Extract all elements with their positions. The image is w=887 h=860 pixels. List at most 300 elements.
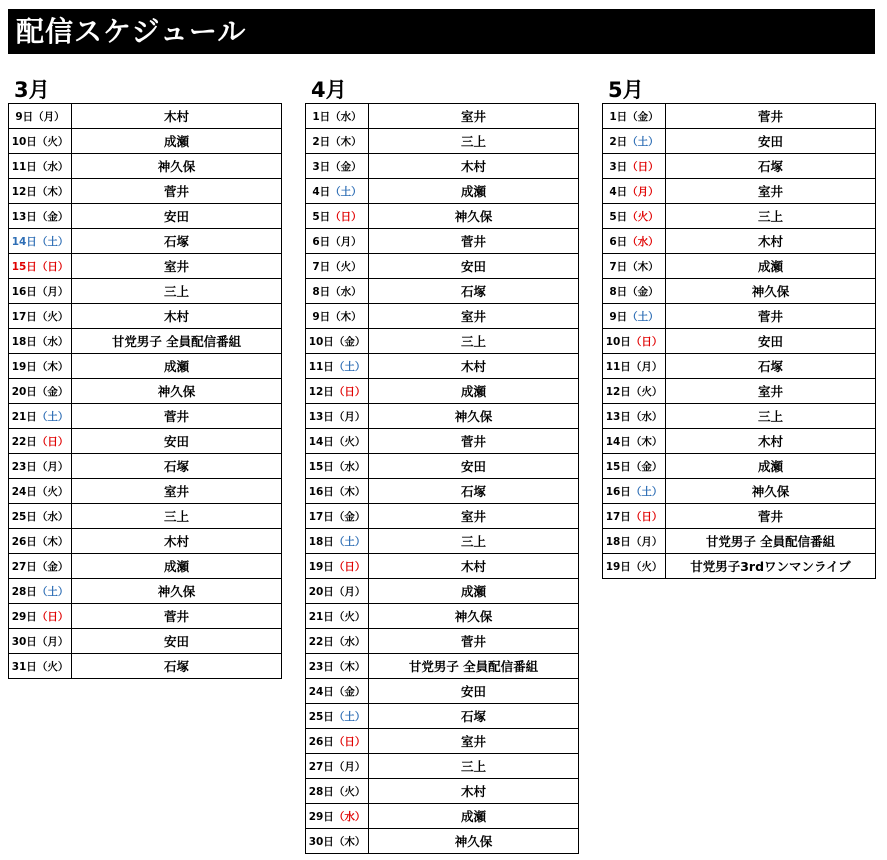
weekday: （月） xyxy=(627,185,659,198)
streamer-name: 安田 xyxy=(369,254,579,279)
day-number: 29日 xyxy=(11,610,37,623)
schedule-row xyxy=(306,179,579,204)
date-cell xyxy=(9,404,72,429)
streamer-name: 木村 xyxy=(72,104,282,129)
day-number: 25日 xyxy=(11,510,37,523)
schedule-row xyxy=(306,429,579,454)
schedule-row xyxy=(9,554,282,579)
weekday: （土） xyxy=(333,710,366,723)
day-number: 24日 xyxy=(308,685,334,698)
weekday: （水） xyxy=(36,510,69,523)
weekday-char: 金 xyxy=(637,285,649,298)
weekday: （土） xyxy=(36,235,69,248)
streamer-name: 三上 xyxy=(369,754,579,779)
weekday-char: 金 xyxy=(47,560,58,573)
date-cell xyxy=(603,179,666,204)
schedule-row xyxy=(9,379,282,404)
date-cell xyxy=(306,629,369,654)
weekday: （土） xyxy=(36,410,69,423)
weekday: （日） xyxy=(330,210,362,223)
schedule-row xyxy=(9,154,282,179)
schedule-row xyxy=(603,529,876,554)
month-label: 4月 xyxy=(311,78,347,102)
day-number: 13日 xyxy=(605,410,631,423)
weekday: （木） xyxy=(36,185,69,198)
date-cell xyxy=(306,279,369,304)
weekday: （水） xyxy=(627,235,659,248)
schedule-row xyxy=(306,654,579,679)
weekday: （木） xyxy=(627,260,659,273)
streamer-name: 神久保 xyxy=(369,404,579,429)
day-number: 13日 xyxy=(308,410,334,423)
weekday: （火） xyxy=(36,310,69,323)
schedule-row xyxy=(9,279,282,304)
schedule-row xyxy=(9,604,282,629)
schedule-row xyxy=(603,104,876,129)
streamer-name: 石塚 xyxy=(72,654,282,679)
page-title: 配信スケジュール xyxy=(8,9,875,54)
streamer-name: 石塚 xyxy=(72,454,282,479)
schedule-row xyxy=(603,479,876,504)
schedule-row xyxy=(9,654,282,679)
schedule-row xyxy=(306,679,579,704)
date-cell xyxy=(9,129,72,154)
weekday-char: 木 xyxy=(344,660,355,673)
schedule-row xyxy=(9,479,282,504)
weekday: （日） xyxy=(627,160,659,173)
weekday: （火） xyxy=(36,135,69,148)
weekday-char: 土 xyxy=(344,535,355,548)
streamer-name: 三上 xyxy=(666,204,876,229)
streamer-name: 成瀬 xyxy=(666,454,876,479)
weekday-char: 水 xyxy=(641,410,652,423)
date-cell xyxy=(9,579,72,604)
weekday-char: 金 xyxy=(344,510,355,523)
date-cell xyxy=(306,729,369,754)
date-cell xyxy=(9,229,72,254)
streamer-name: 木村 xyxy=(369,554,579,579)
weekday: （火） xyxy=(36,660,69,673)
streamer-name: 甘党男子 全員配信番組 xyxy=(666,529,876,554)
weekday-char: 金 xyxy=(340,160,352,173)
schedule-row xyxy=(306,354,579,379)
weekday-char: 火 xyxy=(641,385,652,398)
weekday: （土） xyxy=(627,135,659,148)
day-number: 16日 xyxy=(11,285,37,298)
weekday-char: 土 xyxy=(344,710,355,723)
streamer-name: 室井 xyxy=(369,104,579,129)
streamer-name: 安田 xyxy=(666,129,876,154)
weekday-char: 木 xyxy=(47,360,58,373)
day-number: 28日 xyxy=(11,585,37,598)
schedule-row xyxy=(306,379,579,404)
day-number: 31日 xyxy=(11,660,37,673)
day-number: 16日 xyxy=(605,485,631,498)
weekday-char: 土 xyxy=(637,135,649,148)
day-number: 4日 xyxy=(312,185,331,198)
schedule-row xyxy=(306,404,579,429)
day-number: 1日 xyxy=(609,110,628,123)
weekday: （金） xyxy=(627,110,659,123)
streamer-name: 菅井 xyxy=(666,504,876,529)
weekday: （土） xyxy=(333,360,366,373)
schedule-row xyxy=(9,629,282,654)
weekday: （月） xyxy=(630,535,663,548)
schedule-row xyxy=(603,254,876,279)
streamer-name: 菅井 xyxy=(666,104,876,129)
month-column xyxy=(602,78,876,579)
date-cell xyxy=(306,104,369,129)
weekday-char: 水 xyxy=(47,160,58,173)
schedule-row xyxy=(9,104,282,129)
weekday-char: 木 xyxy=(641,435,652,448)
date-cell xyxy=(306,254,369,279)
day-number: 23日 xyxy=(308,660,334,673)
day-number: 26日 xyxy=(308,735,334,748)
weekday-char: 水 xyxy=(340,285,352,298)
streamer-name: 安田 xyxy=(369,454,579,479)
date-cell xyxy=(603,354,666,379)
date-cell xyxy=(306,354,369,379)
streamer-name: 木村 xyxy=(72,304,282,329)
weekday-char: 日 xyxy=(637,160,649,173)
weekday-char: 日 xyxy=(641,335,652,348)
weekday: （火） xyxy=(627,210,659,223)
streamer-name: 木村 xyxy=(72,529,282,554)
streamer-name: 石塚 xyxy=(369,704,579,729)
streamer-name: 菅井 xyxy=(72,604,282,629)
month-label: 3月 xyxy=(14,78,50,102)
date-cell xyxy=(9,179,72,204)
date-cell xyxy=(306,129,369,154)
schedule-row xyxy=(603,204,876,229)
schedule-table xyxy=(8,103,282,679)
day-number: 19日 xyxy=(308,560,334,573)
weekday: （金） xyxy=(333,335,366,348)
day-number: 3日 xyxy=(312,160,331,173)
schedule-row xyxy=(306,229,579,254)
weekday-char: 月 xyxy=(47,285,58,298)
schedule-row xyxy=(9,204,282,229)
schedule-table xyxy=(305,103,579,854)
date-cell xyxy=(9,479,72,504)
weekday: （月） xyxy=(33,110,65,123)
schedule-row xyxy=(306,329,579,354)
weekday-char: 木 xyxy=(344,485,355,498)
day-number: 30日 xyxy=(308,835,334,848)
streamer-name: 成瀬 xyxy=(72,354,282,379)
weekday-char: 火 xyxy=(47,660,58,673)
weekday-char: 金 xyxy=(344,685,355,698)
day-number: 9日 xyxy=(15,110,34,123)
schedule-row xyxy=(306,829,579,854)
day-number: 2日 xyxy=(312,135,331,148)
weekday: （日） xyxy=(630,335,663,348)
day-number: 19日 xyxy=(605,560,631,573)
schedule-row xyxy=(9,354,282,379)
streamer-name: 成瀬 xyxy=(666,254,876,279)
weekday: （月） xyxy=(333,585,366,598)
date-cell xyxy=(306,504,369,529)
weekday-char: 月 xyxy=(641,535,652,548)
day-number: 22日 xyxy=(308,635,334,648)
weekday: （金） xyxy=(630,460,663,473)
weekday: （木） xyxy=(330,310,362,323)
schedule-row xyxy=(306,804,579,829)
schedule-row xyxy=(603,429,876,454)
weekday: （日） xyxy=(36,610,69,623)
day-number: 11日 xyxy=(308,360,334,373)
weekday: （水） xyxy=(36,160,69,173)
schedule-row xyxy=(306,479,579,504)
schedule-row xyxy=(306,729,579,754)
date-cell xyxy=(9,504,72,529)
streamer-name: 菅井 xyxy=(369,429,579,454)
date-cell xyxy=(306,829,369,854)
streamer-name: 神久保 xyxy=(369,604,579,629)
weekday-char: 月 xyxy=(637,185,649,198)
weekday: （水） xyxy=(36,335,69,348)
streamer-name: 成瀬 xyxy=(369,379,579,404)
schedule-row xyxy=(9,529,282,554)
day-number: 30日 xyxy=(11,635,37,648)
weekday-char: 土 xyxy=(340,185,352,198)
weekday: （金） xyxy=(333,685,366,698)
day-number: 12日 xyxy=(605,385,631,398)
date-cell xyxy=(603,154,666,179)
streamer-name: 室井 xyxy=(666,379,876,404)
date-cell xyxy=(9,554,72,579)
weekday: （火） xyxy=(333,785,366,798)
day-number: 5日 xyxy=(609,210,628,223)
day-number: 18日 xyxy=(605,535,631,548)
streamer-name: 菅井 xyxy=(72,404,282,429)
streamer-name: 甘党男子3rdワンマンライブ xyxy=(666,554,876,579)
weekday: （火） xyxy=(330,260,362,273)
weekday: （日） xyxy=(333,735,366,748)
weekday-char: 日 xyxy=(344,735,355,748)
date-cell xyxy=(603,454,666,479)
weekday: （土） xyxy=(627,310,659,323)
day-number: 8日 xyxy=(312,285,331,298)
streamer-name: 三上 xyxy=(369,529,579,554)
streamer-name: 木村 xyxy=(369,779,579,804)
day-number: 24日 xyxy=(11,485,37,498)
schedule-row xyxy=(306,579,579,604)
streamer-name: 成瀬 xyxy=(369,179,579,204)
streamer-name: 甘党男子 全員配信番組 xyxy=(72,329,282,354)
weekday-char: 金 xyxy=(637,110,649,123)
streamer-name: 神久保 xyxy=(666,479,876,504)
day-number: 20日 xyxy=(11,385,37,398)
day-number: 7日 xyxy=(609,260,628,273)
weekday-char: 水 xyxy=(340,110,352,123)
weekday: （日） xyxy=(36,435,69,448)
streamer-name: 木村 xyxy=(369,354,579,379)
streamer-name: 三上 xyxy=(72,279,282,304)
weekday-char: 日 xyxy=(47,435,58,448)
date-cell xyxy=(9,429,72,454)
streamer-name: 石塚 xyxy=(369,479,579,504)
day-number: 15日 xyxy=(605,460,631,473)
streamer-name: 石塚 xyxy=(369,279,579,304)
day-number: 9日 xyxy=(609,310,628,323)
schedule-row xyxy=(306,304,579,329)
weekday-char: 日 xyxy=(344,385,355,398)
weekday: （木） xyxy=(630,435,663,448)
date-cell xyxy=(306,304,369,329)
streamer-name: 成瀬 xyxy=(72,129,282,154)
day-number: 4日 xyxy=(609,185,628,198)
weekday: （水） xyxy=(630,410,663,423)
weekday: （土） xyxy=(630,485,663,498)
streamer-name: 成瀬 xyxy=(72,554,282,579)
date-cell xyxy=(9,329,72,354)
schedule-row xyxy=(9,429,282,454)
schedule-row xyxy=(603,504,876,529)
day-number: 17日 xyxy=(11,310,37,323)
weekday-char: 火 xyxy=(641,560,652,573)
weekday-char: 火 xyxy=(344,785,355,798)
streamer-name: 木村 xyxy=(666,429,876,454)
weekday-char: 金 xyxy=(641,460,652,473)
day-number: 16日 xyxy=(308,485,334,498)
weekday: （月） xyxy=(630,360,663,373)
streamer-name: 室井 xyxy=(369,304,579,329)
weekday-char: 日 xyxy=(340,210,352,223)
day-number: 15日 xyxy=(308,460,334,473)
schedule-row xyxy=(603,379,876,404)
streamer-name: 木村 xyxy=(666,229,876,254)
streamer-name: 石塚 xyxy=(666,354,876,379)
date-cell xyxy=(306,229,369,254)
schedule-row xyxy=(603,279,876,304)
month-label: 5月 xyxy=(608,78,644,102)
date-cell xyxy=(603,554,666,579)
streamer-name: 成瀬 xyxy=(369,804,579,829)
day-number: 10日 xyxy=(605,335,631,348)
date-cell xyxy=(306,754,369,779)
weekday-char: 木 xyxy=(340,310,352,323)
date-cell xyxy=(9,654,72,679)
weekday: （土） xyxy=(36,585,69,598)
streamer-name: 石塚 xyxy=(666,154,876,179)
day-number: 18日 xyxy=(11,335,37,348)
streamer-name: 安田 xyxy=(72,429,282,454)
streamer-name: 室井 xyxy=(666,179,876,204)
streamer-name: 神久保 xyxy=(72,379,282,404)
day-number: 11日 xyxy=(605,360,631,373)
date-cell xyxy=(306,679,369,704)
schedule-row xyxy=(306,604,579,629)
streamer-name: 安田 xyxy=(369,679,579,704)
day-number: 21日 xyxy=(11,410,37,423)
weekday: （土） xyxy=(333,535,366,548)
schedule-row xyxy=(9,129,282,154)
weekday-char: 月 xyxy=(344,760,355,773)
streamer-name: 菅井 xyxy=(369,229,579,254)
date-cell xyxy=(306,429,369,454)
day-number: 15日 xyxy=(11,260,37,273)
weekday: （水） xyxy=(330,285,362,298)
streamer-name: 神久保 xyxy=(72,579,282,604)
date-cell xyxy=(306,579,369,604)
schedule-row xyxy=(306,129,579,154)
schedule-row xyxy=(306,754,579,779)
schedule-row xyxy=(603,304,876,329)
date-cell xyxy=(9,104,72,129)
date-cell xyxy=(306,479,369,504)
streamer-name: 室井 xyxy=(369,729,579,754)
schedule-row xyxy=(603,354,876,379)
weekday-char: 水 xyxy=(344,635,355,648)
streamer-name: 神久保 xyxy=(72,154,282,179)
day-number: 11日 xyxy=(11,160,37,173)
date-cell xyxy=(9,604,72,629)
weekday: （火） xyxy=(630,385,663,398)
schedule-row xyxy=(306,254,579,279)
day-number: 6日 xyxy=(312,235,331,248)
date-cell xyxy=(9,354,72,379)
date-cell xyxy=(9,379,72,404)
date-cell xyxy=(603,229,666,254)
day-number: 2日 xyxy=(609,135,628,148)
weekday: （金） xyxy=(627,285,659,298)
schedule-row xyxy=(603,554,876,579)
weekday-char: 土 xyxy=(47,585,58,598)
schedule-row xyxy=(9,254,282,279)
weekday-char: 月 xyxy=(641,360,652,373)
streamer-name: 室井 xyxy=(369,504,579,529)
weekday-char: 木 xyxy=(637,260,649,273)
weekday: （月） xyxy=(36,635,69,648)
weekday-char: 金 xyxy=(344,335,355,348)
schedule-row xyxy=(9,579,282,604)
date-cell xyxy=(306,604,369,629)
day-number: 14日 xyxy=(308,435,334,448)
weekday: （月） xyxy=(36,285,69,298)
date-cell xyxy=(306,529,369,554)
month-column xyxy=(305,78,579,854)
day-number: 6日 xyxy=(609,235,628,248)
day-number: 12日 xyxy=(308,385,334,398)
weekday: （土） xyxy=(330,185,362,198)
weekday: （木） xyxy=(36,360,69,373)
streamer-name: 神久保 xyxy=(369,829,579,854)
date-cell xyxy=(306,554,369,579)
streamer-name: 室井 xyxy=(72,254,282,279)
streamer-name: 安田 xyxy=(72,204,282,229)
weekday-char: 木 xyxy=(340,135,352,148)
day-number: 1日 xyxy=(312,110,331,123)
date-cell xyxy=(306,779,369,804)
date-cell xyxy=(306,804,369,829)
weekday-char: 木 xyxy=(47,185,58,198)
weekday: （火） xyxy=(333,435,366,448)
date-cell xyxy=(603,204,666,229)
weekday-char: 火 xyxy=(344,610,355,623)
weekday: （金） xyxy=(36,560,69,573)
date-cell xyxy=(9,254,72,279)
streamer-name: 三上 xyxy=(369,329,579,354)
weekday-char: 金 xyxy=(47,210,58,223)
weekday: （木） xyxy=(333,660,366,673)
date-cell xyxy=(603,504,666,529)
weekday: （日） xyxy=(333,560,366,573)
schedule-row xyxy=(306,154,579,179)
schedule-row xyxy=(603,154,876,179)
weekday: （金） xyxy=(36,210,69,223)
